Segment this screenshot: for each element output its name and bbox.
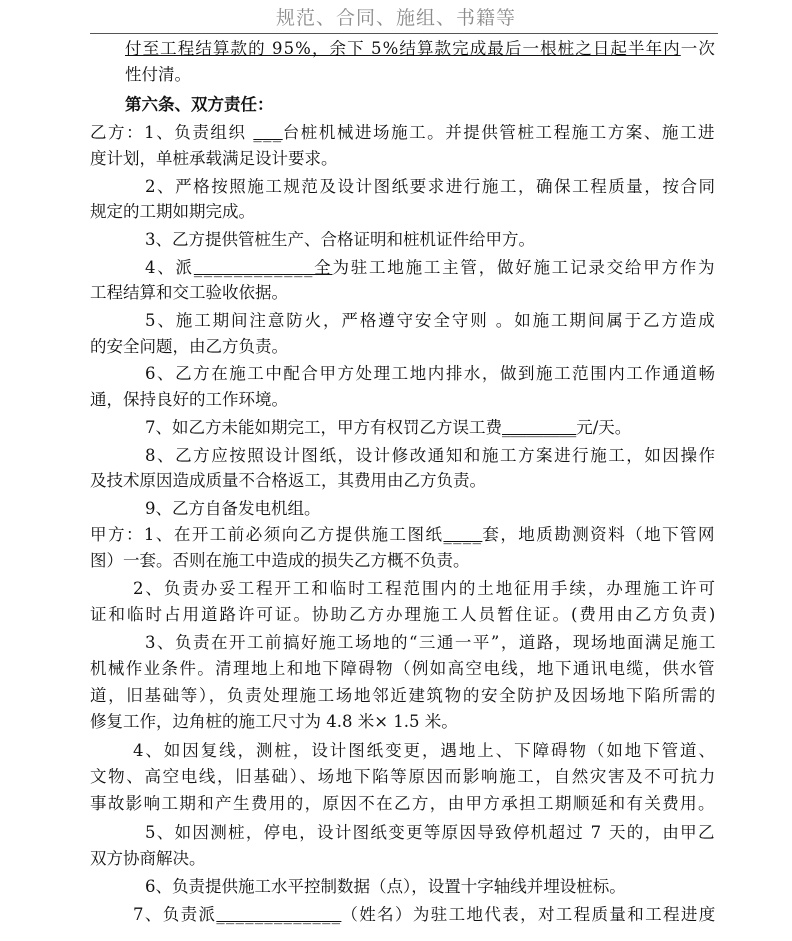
- text-line: [145, 311, 717, 331]
- underlined-text: 付至工程结算款的 95%，余下 5%结算款完成最后一根桩之日起半年内: [125, 39, 681, 58]
- line-text: 2、严格按照施工规范及设计图纸要求进行施工，确保工程质量，按合同: [145, 177, 717, 196]
- text-line: [90, 149, 338, 169]
- line-text: 元/天。: [576, 418, 632, 437]
- text-line: [145, 230, 535, 250]
- line-text: 7、负责派: [133, 905, 217, 924]
- line-text: 性付清。: [125, 65, 191, 84]
- line-text: 通，保持良好的工作环境。: [90, 390, 288, 409]
- text-line: [145, 177, 717, 197]
- line-text: 工程结算和交工验收依据。: [90, 283, 288, 302]
- line-text: 4、如因复线，测桩，设计图纸变更，遇地上、下障碍物（如地下管道、: [133, 741, 717, 760]
- line-text: 3、负责在开工前搞好施工场地的“三通一平”，道路，现场地面满足施工: [145, 633, 717, 652]
- line-text: 9、乙方自备发电机组。: [145, 499, 321, 518]
- line-text: 道，旧基础等），负责处理施工场地邻近建筑物的安全防护及因场地下陷所需的: [90, 686, 717, 705]
- text-line: [125, 39, 716, 59]
- text-line: [145, 823, 716, 843]
- text-line: [145, 499, 321, 519]
- text-line: [145, 258, 716, 278]
- text-line: [90, 686, 717, 706]
- underlined-text: ___: [253, 123, 283, 142]
- text-line: [125, 65, 191, 85]
- line-text: 台桩机械进场施工。并提供管桩工程施工方案、施工进: [282, 123, 717, 142]
- line-text: 6、乙方在施工中配合甲方处理工地内排水，做到施工范围内工作通道畅: [145, 364, 717, 383]
- text-line: [90, 712, 458, 732]
- line-text: 4、派: [145, 258, 194, 277]
- text-line: [145, 418, 631, 438]
- line-text: 事故影响工期和产生费用的，原因不在乙方，由甲方承担工期顺延和有关费用。: [90, 794, 716, 813]
- line-text: 5、施工期间注意防火，严格遵守安全守则 。如施工期间属于乙方造成: [145, 311, 717, 330]
- text-line: [145, 877, 626, 897]
- text-line: [90, 659, 716, 679]
- line-text: 8、乙方应按照设计图纸，设计修改通知和施工方案进行施工，如因操作: [145, 446, 717, 465]
- text-line: [133, 579, 717, 599]
- underlined-text: _____________: [216, 905, 342, 924]
- line-text: 双方协商解决。: [90, 849, 206, 868]
- line-text: 图）一套。否则在施工中造成的损失乙方概不负责。: [90, 551, 470, 570]
- line-text: 的安全问题，由乙方负责。: [90, 337, 288, 356]
- line-text: 文物、高空电线，旧基础）、场地下陷等原因而影响施工，自然灾害及不可抗力: [90, 767, 717, 786]
- line-text: （姓名）为驻工地代表，对工程质量和工程进度: [341, 905, 717, 924]
- line-text: 甲方：1、在开工前必须向乙方提供施工图纸: [90, 525, 444, 544]
- line-text: 机械作业条件。清理地上和地下障碍物（例如高空电线，地下通讯电缆，供水管: [90, 659, 716, 678]
- text-line: [90, 471, 486, 491]
- section-heading: [125, 95, 274, 115]
- line-text: 度计划，单桩承载满足设计要求。: [90, 149, 338, 168]
- text-line: [90, 337, 288, 357]
- line-text: 第六条、双方责任：: [125, 95, 274, 114]
- line-text: 一次: [680, 39, 716, 58]
- text-line: [145, 633, 717, 653]
- text-line: [145, 446, 717, 466]
- line-text: 7、如乙方未能如期完工，甲方有权罚乙方误工费: [145, 418, 502, 437]
- text-line: [90, 767, 717, 787]
- line-text: 为驻工地施工主管，做好施工记录交给甲方作为: [332, 258, 717, 277]
- line-text: 6、负责提供施工水平控制数据（点），设置十字轴线并埋设桩标。: [145, 877, 626, 896]
- text-line: [133, 905, 717, 925]
- header-divider: [90, 33, 718, 34]
- text-line: [90, 605, 717, 625]
- line-text: 乙方：1、负责组织: [90, 123, 254, 142]
- text-line: [145, 364, 717, 384]
- underlined-text: ____________全: [193, 258, 333, 277]
- underlined-text: ____: [443, 525, 483, 544]
- page-header-title: 规范、合同、施组、书籍等: [275, 7, 516, 29]
- line-text: 2、负责办妥工程开工和临时工程范围内的土地征用手续，办理施工许可: [133, 579, 717, 598]
- text-line: [90, 551, 470, 571]
- line-text: 修复工作，边角桩的施工尺寸为 4.8 米× 1.5 米。: [90, 712, 458, 731]
- text-line: [90, 390, 288, 410]
- text-line: [90, 794, 716, 814]
- line-text: 证和临时占用道路许可证。协助乙方办理施工人员暂住证。(费用由乙方负责): [90, 605, 718, 624]
- text-line: [90, 525, 716, 545]
- text-line: [133, 741, 717, 761]
- text-line: [90, 849, 206, 869]
- underlined-text: _________: [502, 418, 577, 437]
- text-line: [90, 123, 716, 143]
- line-text: 5、如因测桩，停电，设计图纸变更等原因导致停机超过 7 天的，由甲乙: [145, 823, 716, 842]
- text-line: [90, 202, 255, 222]
- line-text: 及技术原因造成质量不合格返工，其费用由乙方负责。: [90, 471, 486, 490]
- line-text: 3、乙方提供管桩生产、合格证明和桩机证件给甲方。: [145, 230, 535, 249]
- line-text: 规定的工期如期完成。: [90, 202, 255, 221]
- text-line: [90, 283, 288, 303]
- line-text: 套，地质勘测资料（地下管网: [482, 525, 716, 544]
